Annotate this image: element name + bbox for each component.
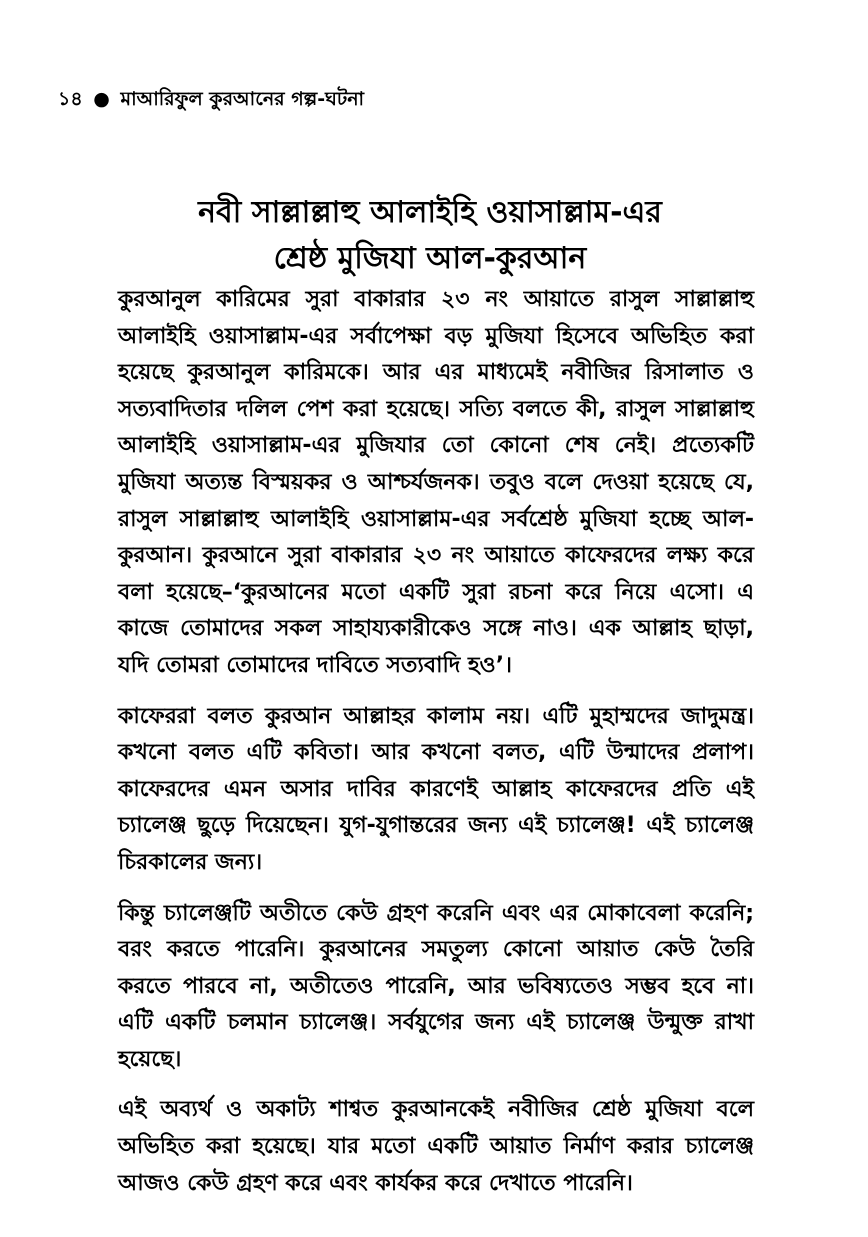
body-text xyxy=(118,282,754,1216)
chapter-title-line-2: শ্রেষ্ঠ মুজিযা আল-কুরআন xyxy=(273,241,587,276)
paragraph-4: এই অব্যর্থ ও অকাট্য শাশ্বত কুরআনকেই নবীজির শ্রেষ্ঠ মুজিযা বলে অভিহিত করা হয়েছে। যার মতো একটি আয়াত নির্মাণ করার চ্যালেঞ্জ আজও কেউ গ্রহণ করে এবং কার্যকর করে দেখাতে পারেনি। xyxy=(118,1097,754,1196)
page-number: ১৪ xyxy=(58,88,83,110)
paragraph-1: কুরআনুল কারিমের সুরা বাকারার ২৩ নং আয়াতে রাসুল সাল্লাল্লাহু আলাইহি ওয়াসাল্লাম-এর সর্বাপেক্ষা বড় মুজিযা হিসেবে অভিহিত করা হয়েছে কুরআনুল কারিমকে। আর এর মাধ্যমেই নবীজির রিসালাত ও সত্যবাদিতার দলিল পেশ করা হয়েছে। সত্যি বলতে কী, রাসুল সাল্লাল্লাহু আলাইহি ওয়াসাল্লাম-এর মুজিযার তো কোনো শেষ নেই। প্রত্যেকটি মুজিযা অত্যন্ত বিস্ময়কর ও আশ্চর্যজনক। তবুও বলে দেওয়া হয়েছে যে, রাসুল সাল্লাল্লাহু আলাইহি ওয়াসাল্লাম-এর সর্বশ্রেষ্ঠ মুজিযা হচ্ছে আল-কুরআন। কুরআনে সুরা বাকারার ২৩ নং আয়াতে কাফেরদের লক্ষ্য করে বলা হয়েছে–‘কুরআনের মতো একটি সুরা রচনা করে নিয়ে এসো। এ কাজে তোমাদের সকল সাহায্যকারীকেও সঙ্গে নাও। এক আল্লাহ ছাড়া, যদি তোমরা তোমাদের দাবিতে সত্যবাদি হও’। xyxy=(118,287,754,678)
bullet-dot-icon: ● xyxy=(93,88,110,110)
paragraph-3: কিন্তু চ্যালেঞ্জটি অতীতে কেউ গ্রহণ করেনি এবং এর মোকাবেলা করেনি; বরং করতে পারেনি। কুরআনের সমতুল্য কোনো আয়াত কেউ তৈরি করতে পারবে না, অতীতেও পারেনি, আর ভবিষ্যতেও সম্ভব হবে না। এটি একটি চলমান চ্যালেঞ্জ। সর্বযুগের জন্য এই চ্যালেঞ্জ উন্মুক্ত রাখা হয়েছে। xyxy=(118,900,754,1072)
book-title: মাআরিফুল কুরআনের গল্প-ঘটনা xyxy=(120,88,365,110)
chapter-title xyxy=(110,190,750,282)
paragraph-2: কাফেররা বলত কুরআন আল্লাহর কালাম নয়। এটি মুহাম্মদের জাদুমন্ত্র। কখনো বলত এটি কবিতা। আর কখনো বলত, এটি উন্মাদের প্রলাপ। কাফেরদের এমন অসার দাবির কারণেই আল্লাহ কাফেরদের প্রতি এই চ্যালেঞ্জ ছুড়ে দিয়েছেন। যুগ-যুগান্তরের জন্য এই চ্যালেঞ্জ! এই চ্যালেঞ্জ চিরকালের জন্য। xyxy=(118,703,754,875)
chapter-title-line-1: নবী সাল্লাল্লাহু আলাইহি ওয়াসাল্লাম-এর xyxy=(198,195,662,230)
running-header xyxy=(58,86,364,112)
